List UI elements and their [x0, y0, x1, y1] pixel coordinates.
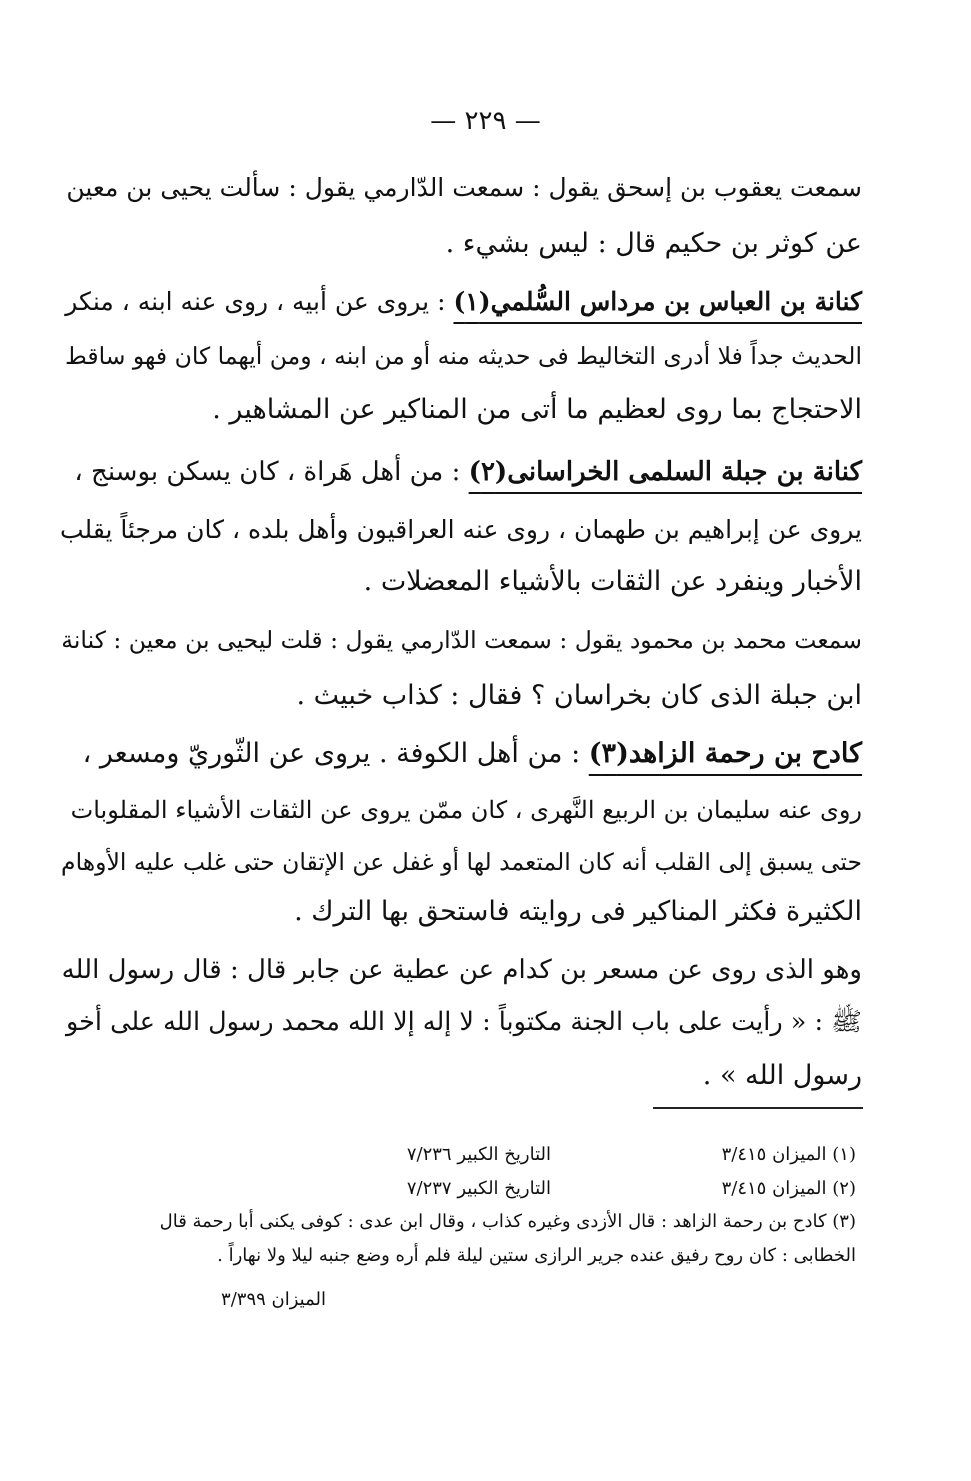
entry-heading: كنانة بن العباس بن مرداس السُّلمي(١) [453, 287, 862, 316]
text-line-4: الحديث جداً فلا أدرى التخاليط فى حديثه منه أو من ابنه ، ومن أيهما كان فهو ساقط [65, 342, 862, 370]
footnote-2-source: (٢) الميزان ٣/٤١٥ [721, 1178, 856, 1199]
page-number: — ٢٢٩ — [430, 106, 541, 136]
text-line-16: ﷺ : « رأيت على باب الجنة مكتوباً : لا إله إلا الله محمد رسول الله على أخو [65, 1007, 862, 1037]
text-line-8: الأخبار وينفرد عن الثقات بالأشياء المعضلات . [363, 566, 862, 597]
footnote-divider [653, 1107, 863, 1109]
entry-text: : من أهل الكوفة . يروى عن الثّوريّ ومسعر ، [82, 738, 589, 769]
text-line-15: وهو الذى روى عن مسعر بن كدام عن عطية عن جابر قال : قال رسول الله [61, 955, 862, 985]
footnote-1-source: (١) الميزان ٣/٤١٥ [721, 1144, 856, 1165]
text-line-17: رسول الله » . [702, 1060, 862, 1091]
text-line-2: عن كوثر بن حكيم قال : ليس بشيء . [445, 228, 862, 259]
text-line-14: الكثيرة فكثر المناكير فى روايته فاستحق بها الترك . [294, 896, 862, 927]
entry-kadih-ibn-rahma [83, 734, 862, 774]
footnote-3-line-1: (٣) كادح بن رحمة الزاهد : قال الأزدى وغيره كذاب ، وقال ابن عدى : كوفى يكنى أبا رحمة قال [159, 1211, 856, 1232]
footnote-2-reference: التاريخ الكبير ٧/٢٣٧ [406, 1178, 551, 1199]
text-line-7: يروى عن إبراهيم بن طهمان ، روى عنه العراقيون وأهل بلده ، كان مرجئاً يقلب [60, 515, 862, 544]
footnote-1-reference: التاريخ الكبير ٧/٢٣٦ [406, 1144, 551, 1165]
entry-text: : يروى عن أبيه ، روى عنه ابنه ، منكر [65, 287, 454, 316]
entry-kinana-ibn-abbas [65, 282, 862, 322]
footnote-3-source: الميزان ٣/٣٩٩ [221, 1289, 326, 1310]
entry-kinana-ibn-jabala [74, 452, 862, 492]
text-line-10: ابن جبلة الذى كان بخراسان ؟ فقال : كذاب خبيث . [296, 680, 862, 711]
text-line-1: سمعت يعقوب بن إسحق يقول : سمعت الدّارمي يقول : سألت يحيى بن معين [66, 173, 862, 202]
footnote-3-line-2: الخطابى : كان روح رفيق عنده جرير الرازى ستين ليلة فلم أره وضع جنبه ليلا ولا نهاراً . [217, 1245, 856, 1266]
text-line-12: روى عنه سليمان بن الربيع النَّهرى ، كان ممّن يروى عن الثقات الأشياء المقلوبات [70, 796, 862, 824]
text-line-9: سمعت محمد بن محمود يقول : سمعت الدّارمي يقول : قلت ليحيى بن معين : كنانة [61, 626, 862, 654]
text-line-5: الاحتجاج بما روى لعظيم ما أتى من المناكير عن المشاهير . [212, 394, 862, 425]
entry-heading: كنانة بن جبلة السلمى الخراسانى(٢) [468, 457, 862, 487]
entry-heading: كادح بن رحمة الزاهد(٣) [588, 738, 862, 769]
entry-text: : من أهل هَراة ، كان يسكن بوسنج ، [74, 457, 469, 487]
text-line-13: حتى يسبق إلى القلب أنه كان المتعمد لها أو غفل عن الإتقان حتى غلب عليه الأوهام [61, 848, 862, 876]
